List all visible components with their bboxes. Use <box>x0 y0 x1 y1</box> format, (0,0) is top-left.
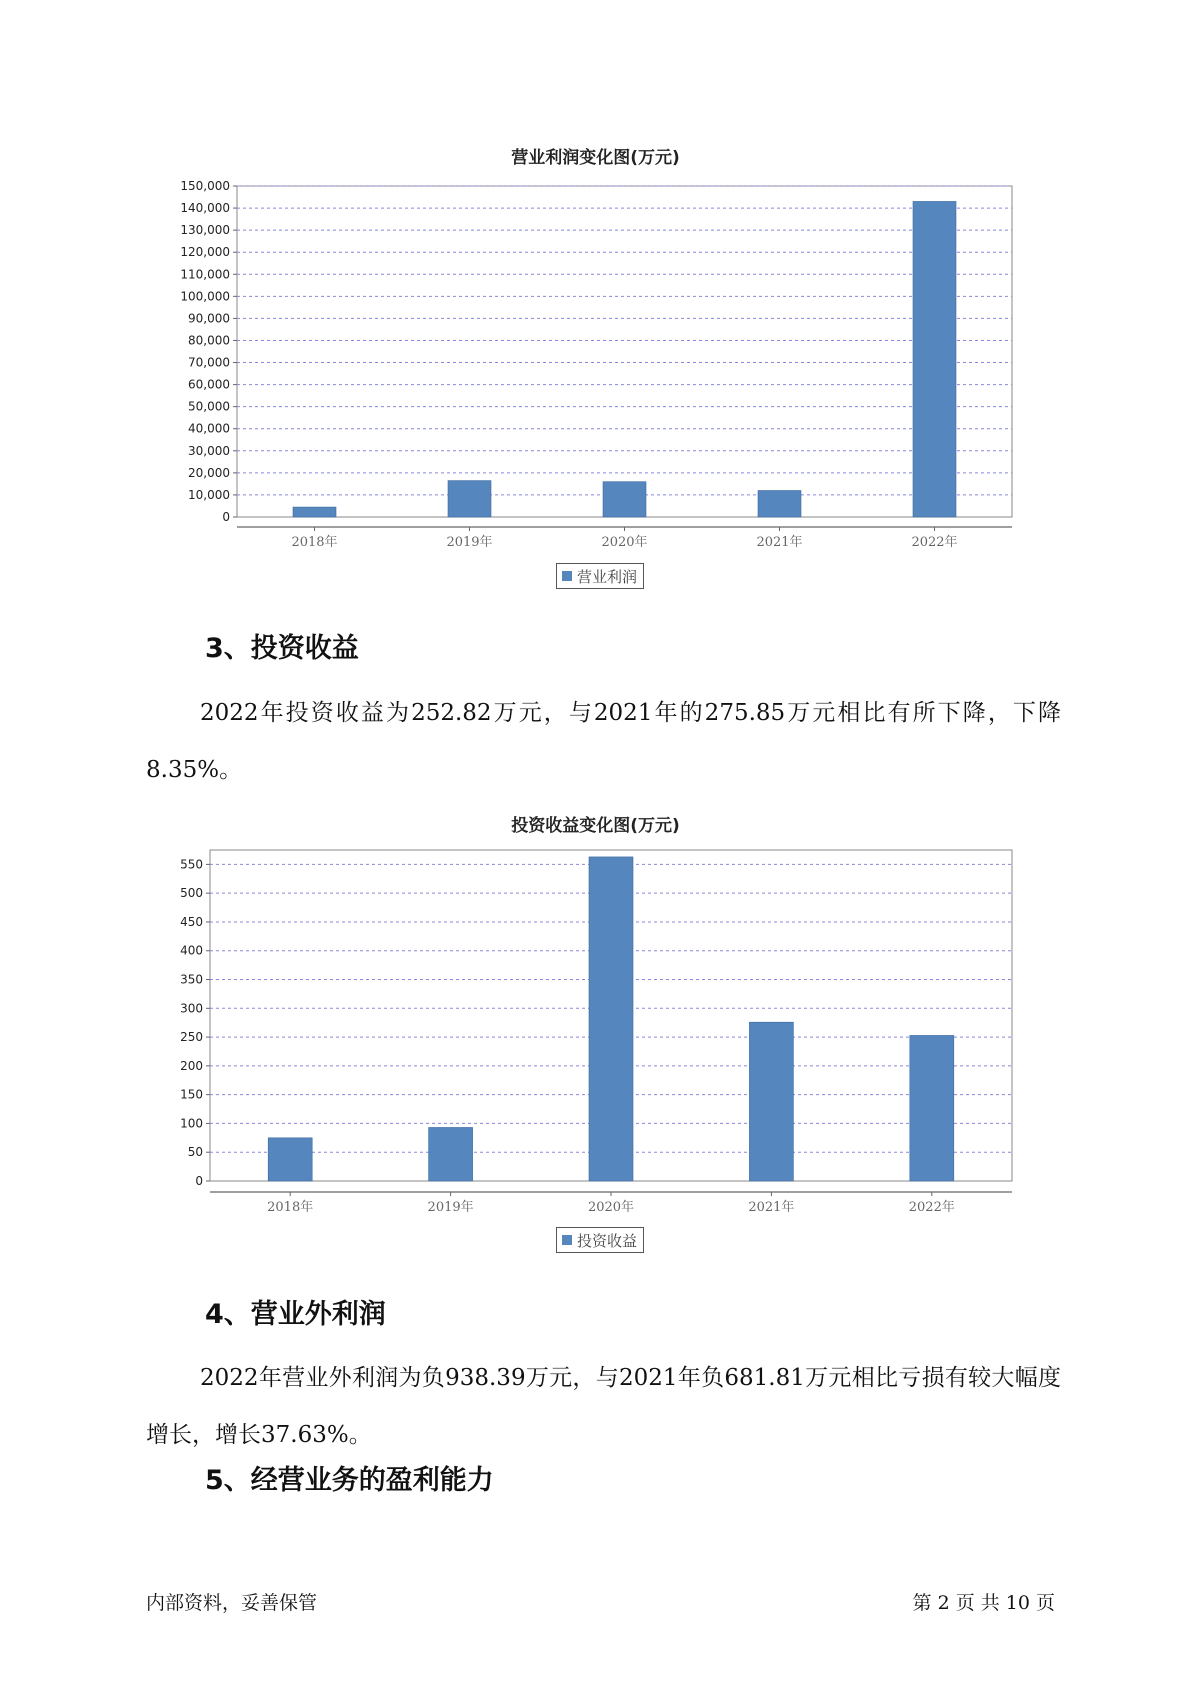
y-tick-label: 100,000 <box>180 289 230 304</box>
y-tick-label: 200 <box>180 1058 203 1073</box>
y-tick-label: 50,000 <box>188 399 230 414</box>
x-tick-label: 2019年 <box>446 535 493 550</box>
y-tick-label: 130,000 <box>180 223 230 238</box>
y-tick-label: 90,000 <box>188 311 230 326</box>
chart-title-operating-profit: 营业利润变化图(万元) <box>511 148 680 168</box>
y-tick-label: 40,000 <box>188 421 230 436</box>
y-tick-label: 60,000 <box>188 377 230 392</box>
bar <box>293 507 336 517</box>
bar <box>268 1138 312 1181</box>
x-tick-label: 2021年 <box>756 535 803 550</box>
y-tick-label: 250 <box>180 1030 203 1045</box>
y-tick-label: 100 <box>180 1116 203 1131</box>
y-tick-label: 0 <box>195 1174 203 1188</box>
y-tick-label: 500 <box>180 886 203 901</box>
bar <box>913 201 956 517</box>
y-tick-label: 110,000 <box>180 267 230 282</box>
section-heading-non-operating-profit: 4、营业外利润 <box>205 1299 386 1330</box>
operating-profit-chart <box>0 160 1191 550</box>
bar <box>448 481 491 517</box>
y-tick-label: 300 <box>180 1001 203 1016</box>
y-tick-label: 30,000 <box>188 443 230 458</box>
legend-operating-profit <box>556 563 644 589</box>
x-tick-label: 2018年 <box>291 535 338 550</box>
y-tick-label: 450 <box>180 914 203 929</box>
y-tick-label: 120,000 <box>180 245 230 260</box>
plot-area <box>237 186 1012 517</box>
x-tick-label: 2021年 <box>748 1200 795 1215</box>
legend-investment-income <box>556 1227 644 1253</box>
bar <box>589 857 633 1181</box>
y-tick-label: 70,000 <box>188 355 230 370</box>
bar <box>758 491 801 517</box>
x-tick-label: 2022年 <box>911 535 958 550</box>
legend-swatch <box>562 1235 572 1245</box>
x-tick-label: 2020年 <box>601 535 648 550</box>
y-tick-label: 140,000 <box>180 201 230 216</box>
y-tick-label: 550 <box>180 857 203 872</box>
bar <box>749 1022 793 1181</box>
legend-label: 投资收益 <box>577 1231 638 1250</box>
legend-swatch <box>562 571 572 581</box>
x-tick-label: 2022年 <box>908 1200 955 1215</box>
legend-label: 营业利润 <box>577 567 638 586</box>
y-tick-label: 50 <box>187 1145 203 1160</box>
footer-confidential-note: 内部资料，妥善保管 <box>146 1592 318 1614</box>
y-tick-label: 10,000 <box>188 487 230 502</box>
x-tick-label: 2018年 <box>267 1200 314 1215</box>
y-tick-label: 80,000 <box>188 333 230 348</box>
x-tick-label: 2019年 <box>427 1200 474 1215</box>
bar <box>429 1127 473 1181</box>
section-body-non-operating-profit: 2022年营业外利润为负938.39万元，与2021年负681.81万元相比亏损有较大幅度增长，增长37.63%。 <box>146 1365 1061 1448</box>
y-tick-label: 400 <box>180 943 203 958</box>
y-tick-label: 350 <box>180 972 203 987</box>
y-tick-label: 150 <box>180 1087 203 1102</box>
bar <box>910 1035 954 1181</box>
chart-title-investment-income: 投资收益变化图(万元) <box>511 816 680 836</box>
footer-page-number: 第 2 页 共 10 页 <box>912 1592 1055 1614</box>
bar <box>603 482 646 517</box>
section-heading-profitability: 5、经营业务的盈利能力 <box>205 1465 494 1496</box>
y-tick-label: 20,000 <box>188 465 230 480</box>
x-tick-label: 2020年 <box>587 1200 635 1215</box>
investment-income-chart <box>0 820 1191 1215</box>
section-body-investment-income: 2022年投资收益为252.82万元，与2021年的275.85万元相比有所下降，下降8.35%。 <box>146 700 1061 783</box>
section-heading-investment-income: 3、投资收益 <box>205 633 359 664</box>
y-tick-label: 0 <box>222 510 230 524</box>
y-tick-label: 150,000 <box>180 179 230 193</box>
